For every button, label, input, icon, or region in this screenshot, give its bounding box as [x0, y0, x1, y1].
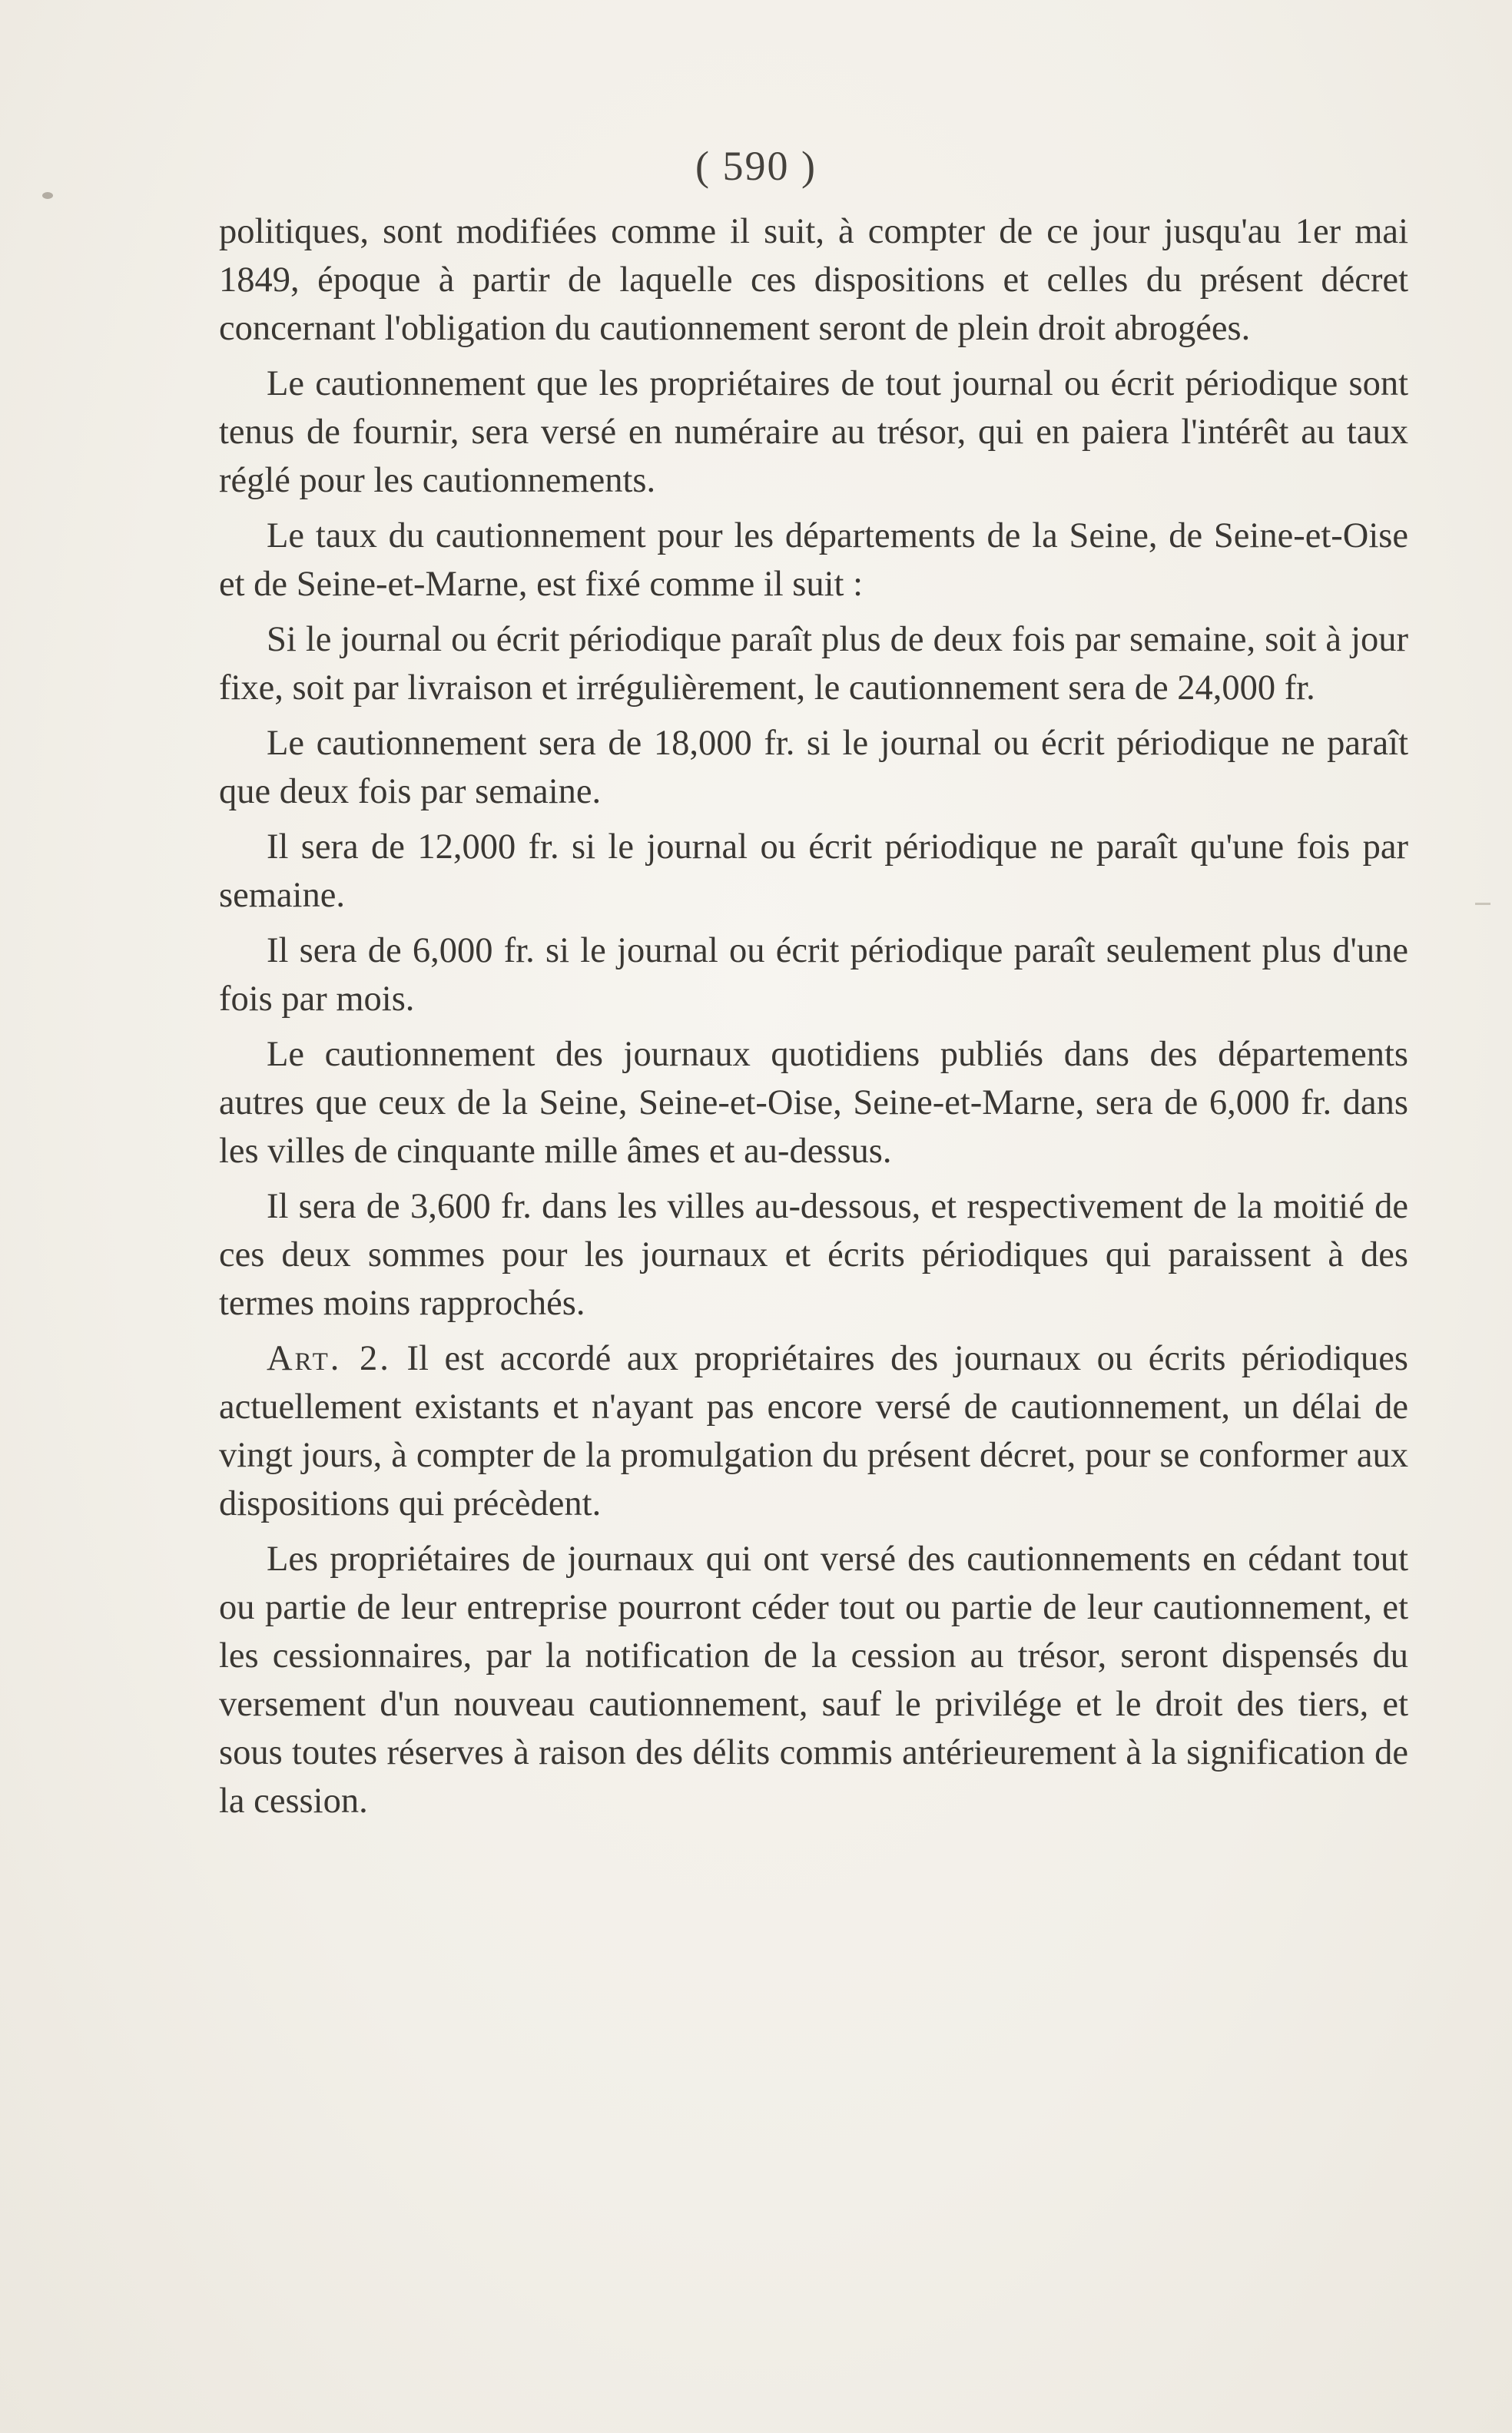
article-paragraph: [219, 1334, 1408, 1528]
paragraph: Il sera de 3,600 fr. dans les villes au-dessous, et respectivement de la moitié de ces deux sommes pour les journaux et écrits périodiques qui paraissent à des termes moins rapprochés.: [219, 1187, 1408, 1323]
margin-tick: [1475, 903, 1490, 905]
paragraph: Il sera de 6,000 fr. si le journal ou écrit périodique paraît seulement plus d'une fois par mois.: [219, 931, 1408, 1019]
page-number: ( 590 ): [695, 143, 817, 189]
ink-spot: [42, 192, 53, 199]
body-text: [219, 207, 1408, 1832]
paragraph: politiques, sont modifiées comme il suit, à compter de ce jour jusqu'au 1er mai 1849, époque à partir de laquelle ces dispositions et celles du présent décret concernant l'obligation du cautionnement seront de plein droit abrogées.: [219, 212, 1408, 348]
article-label: Art. 2.: [267, 1339, 391, 1378]
paragraph: Le taux du cautionnement pour les départements de la Seine, de Seine-et-Oise et de Seine-et-Marne, est fixé comme il suit :: [219, 516, 1408, 604]
paragraph: Le cautionnement des journaux quotidiens publiés dans des départements autres que ceux de la Seine, Seine-et-Oise, Seine-et-Marne, sera de 6,000 fr. dans les villes de cinquante mille âmes et au-dessus.: [219, 1035, 1408, 1171]
article-text: Il est accordé aux propriétaires des journaux ou écrits périodiques actuellement existants et n'ayant pas encore versé de cautionnement, un délai de vingt jours, à compter de la promulgation du présent décret, pour se conformer aux dispositions qui précèdent.: [219, 1339, 1409, 1523]
paragraph: Le cautionnement que les propriétaires de tout journal ou écrit périodique sont tenus de fournir, sera versé en numéraire au trésor, qui en paiera l'intérêt au taux réglé pour les cautionnements.: [219, 364, 1408, 500]
paragraph: Le cautionnement sera de 18,000 fr. si le journal ou écrit périodique ne paraît que deux fois par semaine.: [219, 724, 1408, 811]
paragraph: Si le journal ou écrit périodique paraît plus de deux fois par semaine, soit à jour fixe, soit par livraison et irrégulièrement, le cautionnement sera de 24,000 fr.: [219, 620, 1408, 708]
paragraph: Il sera de 12,000 fr. si le journal ou écrit périodique ne paraît qu'une fois par semaine.: [219, 827, 1408, 915]
paragraph: Les propriétaires de journaux qui ont versé des cautionnements en cédant tout ou partie de leur entreprise pourront céder tout ou partie de leur cautionnement, et les cessionnaires, par la notification de la cession au trésor, seront dispensés du versement d'un nouveau cautionnement, sauf le privilége et le droit des tiers, et sous toutes réserves à raison des délits commis antérieurement à la signification de la cession.: [219, 1540, 1408, 1821]
